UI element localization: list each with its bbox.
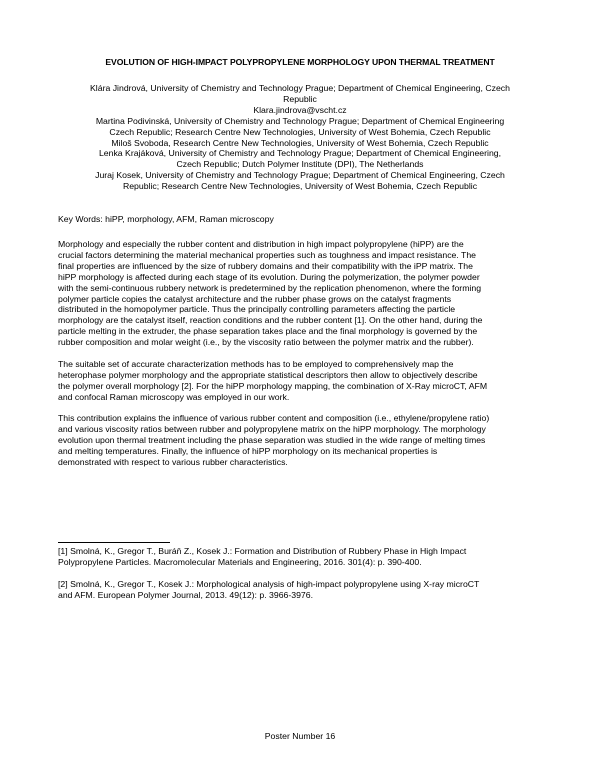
reference-item bbox=[58, 579, 548, 601]
text-line: This contribution explains the influence of various rubber content and composition (i.e., ethylene/propylene ratio) bbox=[58, 413, 490, 424]
text-line: demonstrated with respect to various rubber characteristics. bbox=[58, 457, 288, 468]
author-line: Czech Republic; Research Centre New Technologies, University of West Bohemia, Czech Republic bbox=[109, 126, 491, 137]
paragraph bbox=[58, 413, 548, 468]
author-line: Republic; Research Centre New Technologies, University of West Bohemia, Czech Republic bbox=[122, 181, 478, 192]
text-line: heterophase polymer morphology and the appropriate statistical descriptors then allow to objectively describe bbox=[58, 369, 478, 380]
text-line: Morphology and especially the rubber content and distribution in high impact polypropylene (hiPP) are the bbox=[58, 239, 464, 249]
text-line: and confocal Raman microscopy was employed in our work. bbox=[58, 391, 290, 402]
author-line: Juraj Kosek, University of Chemistry and Technology Prague; Department of Chemical Engineering, Czech bbox=[95, 170, 505, 181]
author-block bbox=[48, 83, 552, 192]
author-line: Lenka Krajáková, University of Chemistry and Technology Prague; Department of Chemical Engineering, bbox=[98, 148, 502, 159]
poster-number: Poster Number 16 bbox=[264, 731, 336, 741]
text-line: rubber composition and molar weight (i.e., by the viscosity ratio between the polymer matrix and the rubber). bbox=[58, 337, 474, 348]
footnote-divider bbox=[58, 542, 170, 543]
text-line: polymer particle copies the catalyst architecture and the rubber phase grows on the catalyst fragments bbox=[58, 293, 452, 304]
paragraph bbox=[58, 239, 548, 348]
text-line: crucial factors determining the material mechanical properties such as toughness and impact resistance. The bbox=[58, 249, 477, 260]
text-line: with the semi-continuous rubbery network is predetermined by the replication phenomenon, where the forming bbox=[58, 282, 482, 293]
text-line: morphology are the catalyst itself, reaction conditions and the rubber content [1]. On the other hand, during the bbox=[58, 315, 483, 326]
reference-line: Polypropylene Particles. Macromolecular Materials and Engineering, 2016. 301(4): p. 390-400. bbox=[58, 556, 422, 567]
author-email[interactable]: Klara.jindrova@vscht.cz bbox=[253, 104, 347, 115]
text-line: hiPP morphology is affected during each stage of its evolution. During the polymerization, the polymer powder bbox=[58, 271, 480, 282]
text-line: the polymer overall morphology [2]. For the hiPP morphology mapping, the combination of X-Ray microCT, AFM bbox=[58, 380, 488, 391]
text-line: evolution upon thermal treatment including the phase separation was studied in the wide range of melting times bbox=[58, 435, 486, 446]
text-line: distributed in the homopolymer particle. Thus the principally controlling parameters affecting the particle bbox=[58, 304, 456, 315]
text-line: final properties are influenced by the size of rubbery domains and their compatibility with the iPP matrix. The bbox=[58, 260, 473, 271]
reference-line: and AFM. European Polymer Journal, 2013. 49(12): p. 3966-3976. bbox=[58, 589, 313, 600]
author-line: Martina Podivinská, University of Chemistry and Technology Prague; Department of Chemical Engineering bbox=[95, 115, 505, 126]
author-line: Republic bbox=[283, 93, 317, 104]
text-line: and melting temperatures. Finally, the influence of hiPP morphology on its mechanical properties is bbox=[58, 446, 438, 457]
references bbox=[58, 542, 548, 611]
abstract-body bbox=[58, 239, 548, 479]
text-line: and various viscosity ratios between rubber and polypropylene matrix on the hiPP morphology. The morphology bbox=[58, 424, 486, 435]
paper-title: EVOLUTION OF HIGH-IMPACT POLYPROPYLENE MORPHOLOGY UPON THERMAL TREATMENT bbox=[105, 57, 495, 67]
author-line: Miloš Svoboda, Research Centre New Technologies, University of West Bohemia, Czech Republic bbox=[111, 137, 489, 148]
reference-line: [2] Smolná, K., Gregor T., Kosek J.: Morphological analysis of high-impact polypropylene using X-ray microCT bbox=[58, 578, 480, 589]
text-line: particle melting in the extruder, the phase separation takes place and the final morphology is governed by the bbox=[58, 326, 478, 337]
reference-line: [1] Smolná, K., Gregor T., Buráň Z., Kosek J.: Formation and Distribution of Rubbery Phase in High Impact bbox=[58, 546, 467, 556]
paragraph bbox=[58, 359, 548, 403]
reference-item bbox=[58, 546, 548, 568]
text-line: The suitable set of accurate characterization methods has to be employed to comprehensively map the bbox=[58, 358, 454, 369]
author-line: Czech Republic; Dutch Polymer Institute (DPI), The Netherlands bbox=[176, 159, 424, 170]
author-line: Klára Jindrová, University of Chemistry and Technology Prague; Department of Chemical Engineering, Czech bbox=[90, 83, 510, 93]
keywords: Key Words: hiPP, morphology, AFM, Raman microscopy bbox=[58, 214, 274, 224]
